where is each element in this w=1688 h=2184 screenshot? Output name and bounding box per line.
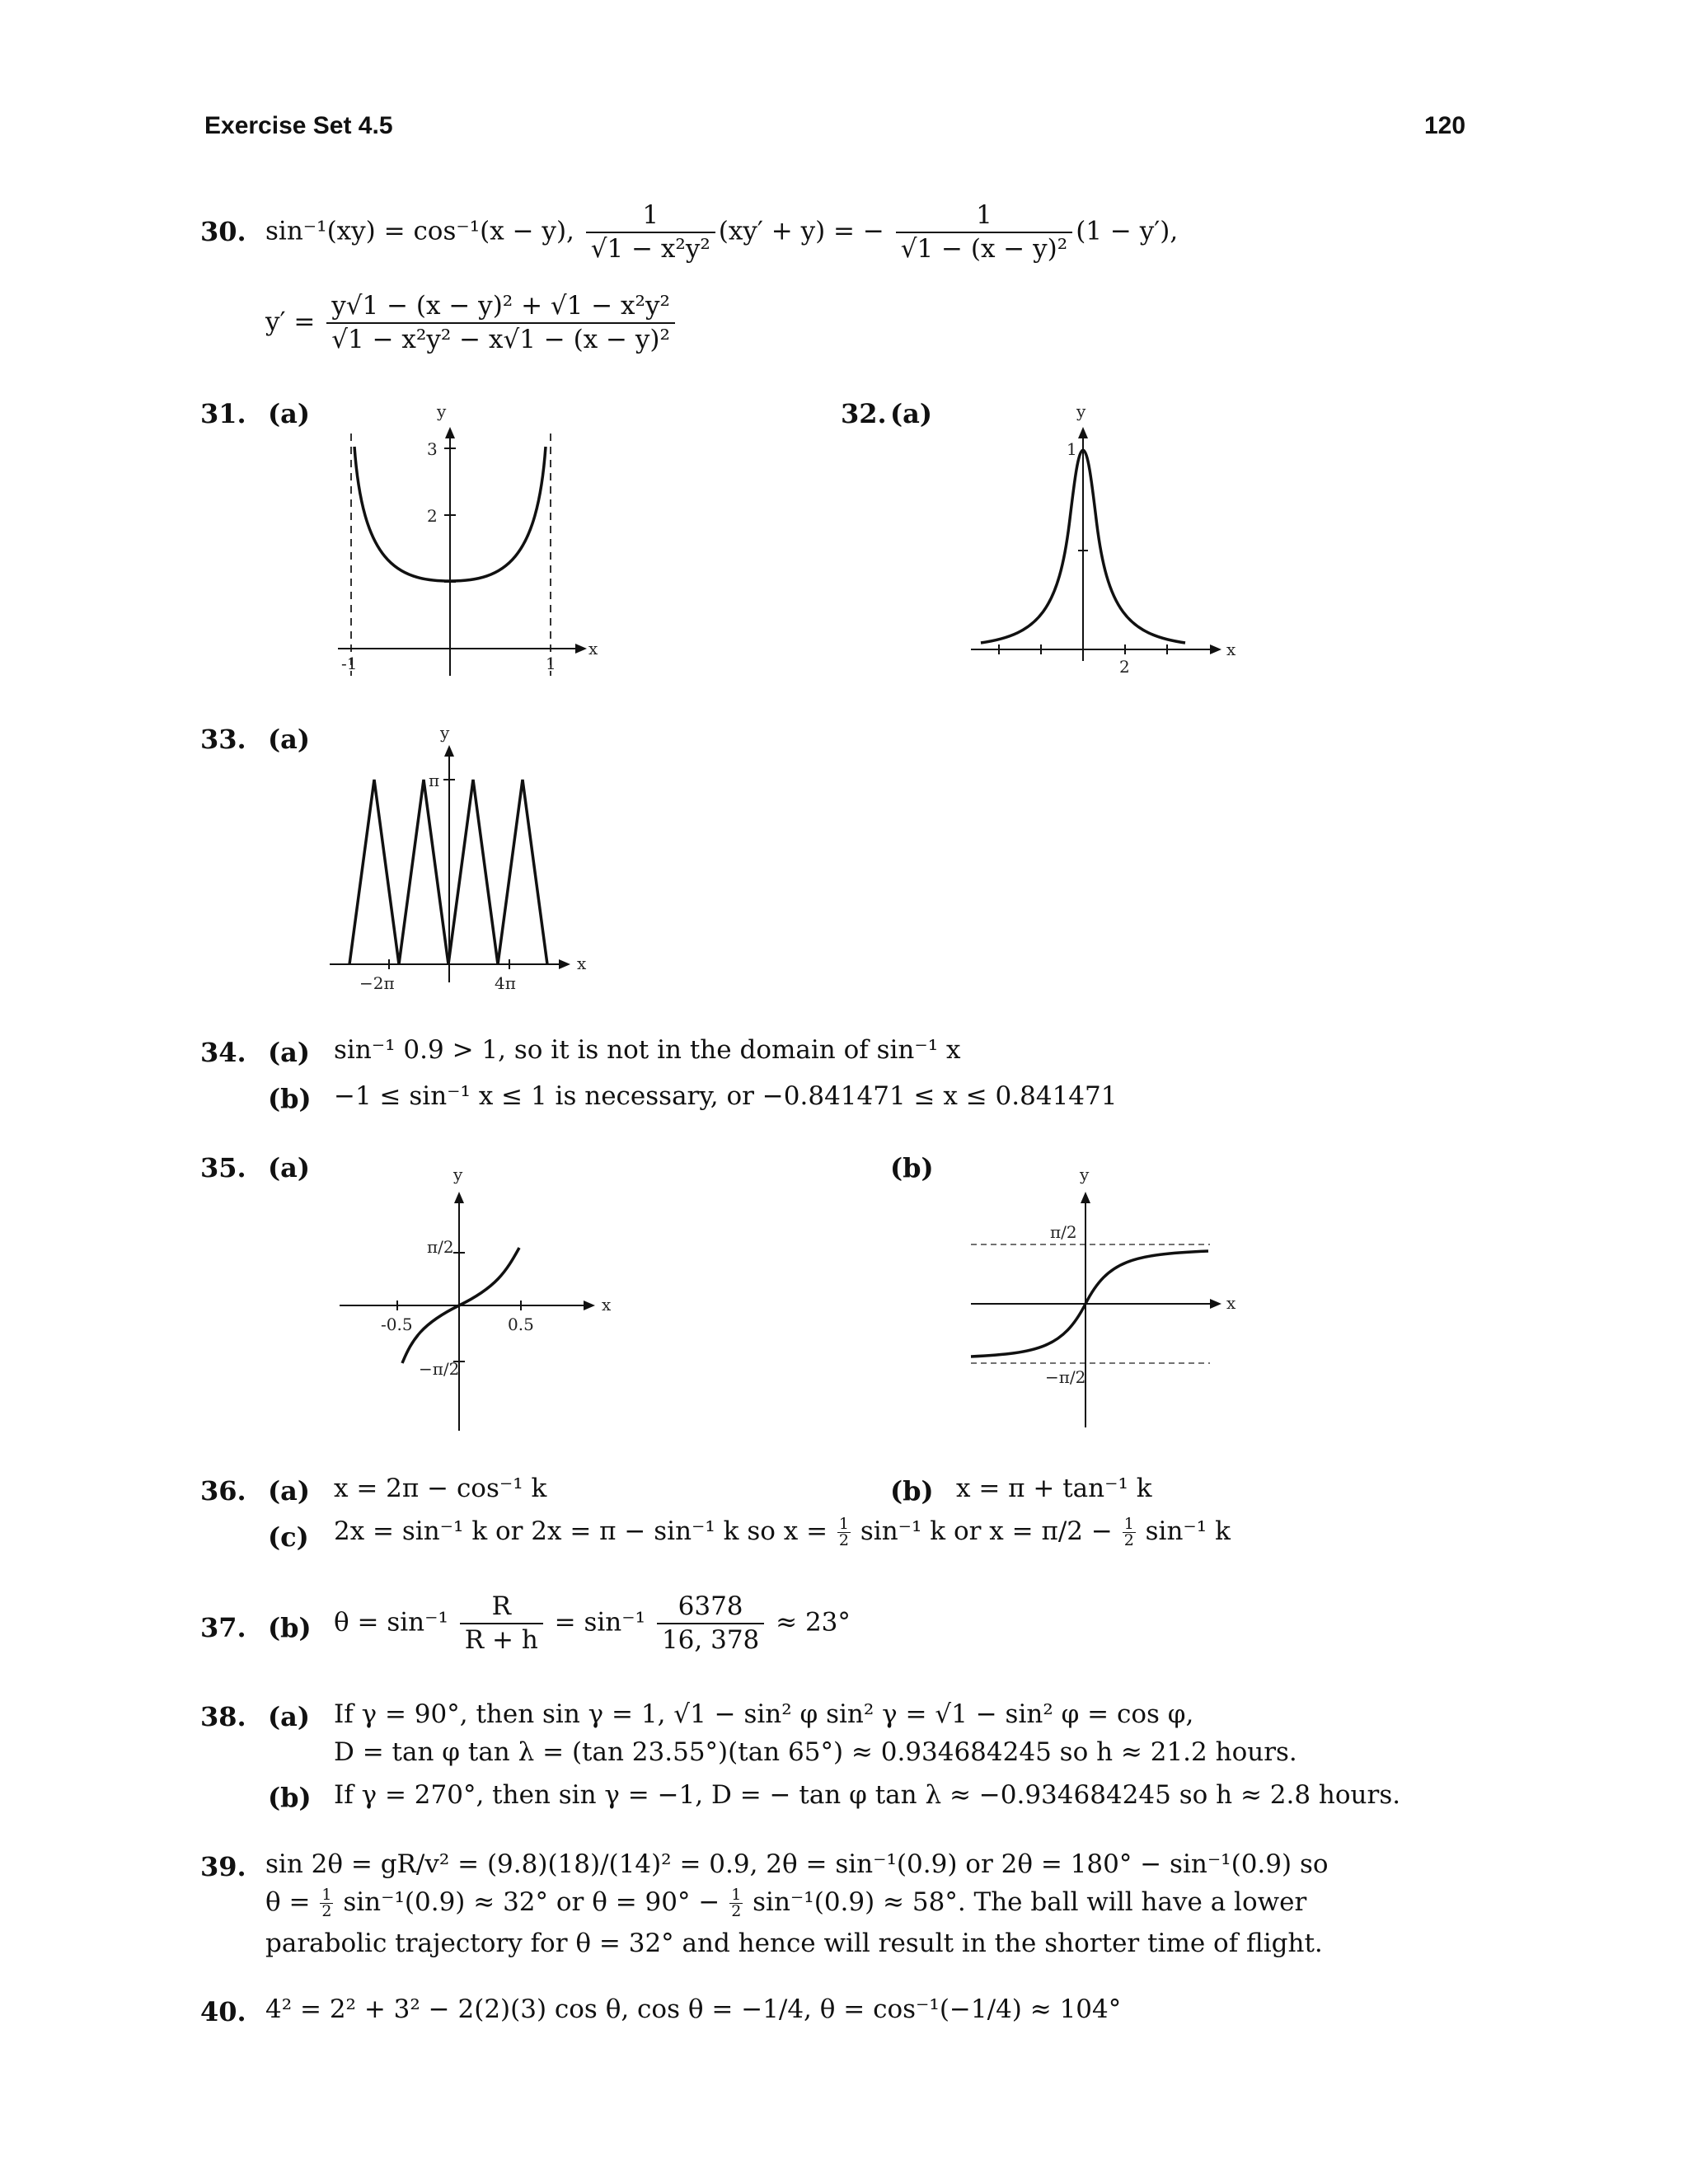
p30-frac1: $\frac{1}{\text{√1 − x²y²}}$ [586,199,715,265]
p39-line2-c: sin⁻¹(0.9) ≈ 58°. The ball will have a lower [753,1887,1307,1917]
problem-40-number: 40. [200,1996,246,2027]
p30-yprime-frac: $\frac{\text{y√1 − (x − y)² + √1 − x²y²}}{\text{√1 − x²y² − x√1 − (x − y)²}}$ [326,290,675,356]
problem-35-b-label: (b) [890,1152,934,1183]
p37-frac1: $\frac{R}{R + h}$ [460,1591,543,1657]
graph-33a [330,725,610,1014]
problem-32-number: 32. [841,398,887,429]
problem-35-number: 35. [200,1152,246,1183]
problem-30-line1 [265,199,1178,265]
graph-35a [330,1162,626,1434]
p36-c-half-2: $\frac{1}{2}$ [1123,1515,1134,1549]
p39-half-2: $\frac{1}{2}$ [731,1886,742,1920]
problem-31-part-a: (a) [268,398,311,429]
problem-38-b-line: If γ = 270°, then sin γ = −1, D = − tan φ tan λ ≈ −0.934684245 so h ≈ 2.8 hours. [334,1780,1401,1810]
problem-35-a-label: (a) [268,1152,311,1183]
problem-36-b-label: (b) [890,1475,934,1507]
p30-frac2: $\frac{1}{\text{√1 − (x − y)²}}$ [896,199,1072,265]
problem-36-a-text: x = 2π − cos⁻¹ k [334,1474,547,1503]
p39-half-1: $\frac{1}{2}$ [321,1886,332,1920]
g35b-ytick-neg-pi-half: −π/2 [1045,1367,1086,1387]
p37-mid: = sin⁻¹ [554,1607,646,1638]
problem-34-b-label: (b) [268,1083,312,1114]
problem-34-number: 34. [200,1037,246,1068]
g33-xlabel: x [577,954,587,973]
problem-38-a-line1: If γ = 90°, then sin γ = 1, √1 − sin² φ sin² γ = √1 − sin² φ = cos φ, [334,1699,1194,1729]
p37-rhs: ≈ 23° [776,1607,851,1638]
g32-ytick-1: 1 [1067,439,1077,459]
problem-38-a-label: (a) [268,1701,311,1732]
g33-xtick-neg2pi: −2π [359,973,395,993]
page-number: 120 [1424,112,1466,139]
problem-38-b-label: (b) [268,1782,312,1813]
problem-36-a-label: (a) [268,1475,311,1507]
problem-39-number: 39. [200,1851,246,1882]
problem-30-number: 30. [200,216,246,247]
graph-35b [964,1162,1245,1434]
p37-lhs: θ = sin⁻¹ [334,1607,448,1638]
g31-xlabel: x [588,639,598,658]
p36-c-part2: sin⁻¹ k or x = π/2 − [860,1516,1113,1546]
problem-39-line2 [265,1887,1306,1919]
problem-36-c-label: (c) [268,1521,309,1553]
g31-ylabel: y [437,401,447,421]
g31-ytick-2: 2 [427,506,438,526]
problem-33-number: 33. [200,724,246,755]
problem-40-line: 4² = 2² + 3² − 2(2)(3) cos θ, cos θ = −1/4, θ = cos⁻¹(−1/4) ≈ 104° [265,1994,1122,2024]
g35a-xtick-05: 0.5 [508,1315,534,1334]
g33-ylabel: y [440,723,450,743]
p39-line2-a: θ = [265,1887,311,1917]
graph-32a [964,401,1236,677]
p30-lhs: sin⁻¹(xy) = cos⁻¹(x − y), [265,216,574,246]
problem-32-part-a: (a) [890,398,933,429]
g35a-ylabel: y [453,1165,463,1184]
g35a-xtick-neg05: -0.5 [381,1315,413,1334]
g35a-ytick-neg-pi-half: −π/2 [419,1359,460,1379]
p30-middle: (xy′ + y) = − [718,216,884,246]
p36-c-part3: sin⁻¹ k [1145,1516,1231,1546]
p36-c-half-1: $\frac{1}{2}$ [838,1515,850,1549]
p30-rhs: (1 − y′), [1076,216,1179,246]
problem-37-number: 37. [200,1612,246,1643]
g35b-ylabel: y [1080,1165,1090,1184]
problem-37-b-label: (b) [268,1612,312,1643]
problem-36-number: 36. [200,1475,246,1507]
g35a-xlabel: x [602,1295,612,1315]
problem-39-line3: parabolic trajectory for θ = 32° and hence will result in the shorter time of flight. [265,1929,1323,1958]
g32-ylabel: y [1076,401,1086,421]
problem-34-b-text: −1 ≤ sin⁻¹ x ≤ 1 is necessary, or −0.841471 ≤ x ≤ 0.841471 [334,1081,1118,1111]
problem-37-text [334,1591,851,1657]
p39-line2-b: sin⁻¹(0.9) ≈ 32° or θ = 90° − [343,1887,720,1917]
problem-38-number: 38. [200,1701,246,1732]
problem-34-a-label: (a) [268,1037,311,1068]
problem-34-a-text: sin⁻¹ 0.9 > 1, so it is not in the domain of sin⁻¹ x [334,1035,961,1065]
problem-31-number: 31. [200,398,246,429]
g31-ytick-3: 3 [427,439,438,459]
problem-38-a-line2: D = tan φ tan λ = (tan 23.55°)(tan 65°) ≈ 0.934684245 so h ≈ 21.2 hours. [334,1737,1297,1767]
section-title: Exercise Set 4.5 [204,112,393,139]
g33-xtick-4pi: 4π [495,973,516,993]
problem-30-yprime [265,290,678,356]
p37-frac2: $\frac{6378}{16, 378}$ [657,1591,764,1657]
problem-39-line1: sin 2θ = gR/v² = (9.8)(18)/(14)² = 0.9, 2θ = sin⁻¹(0.9) or 2θ = 180° − sin⁻¹(0.9) so [265,1849,1329,1879]
problem-33-part-a: (a) [268,724,311,755]
g35a-ytick-pi-half: π/2 [427,1237,454,1257]
g32-xlabel: x [1226,640,1236,659]
p36-c-part1: 2x = sin⁻¹ k or 2x = π − sin⁻¹ k so x = [334,1516,828,1546]
g33-ytick-pi: π [429,771,440,790]
problem-36-c-text [334,1516,1231,1549]
g35b-xlabel: x [1226,1293,1236,1313]
g31-xtick-1: 1 [546,654,556,673]
g35b-ytick-pi-half: π/2 [1050,1222,1077,1242]
problem-36-b-text: x = π + tan⁻¹ k [956,1474,1152,1503]
g31-xtick-neg1: -1 [341,654,358,673]
graph-31a [330,401,610,676]
g32-xtick-2: 2 [1119,657,1130,677]
p30-yprime-lhs: y′ = [265,307,316,337]
